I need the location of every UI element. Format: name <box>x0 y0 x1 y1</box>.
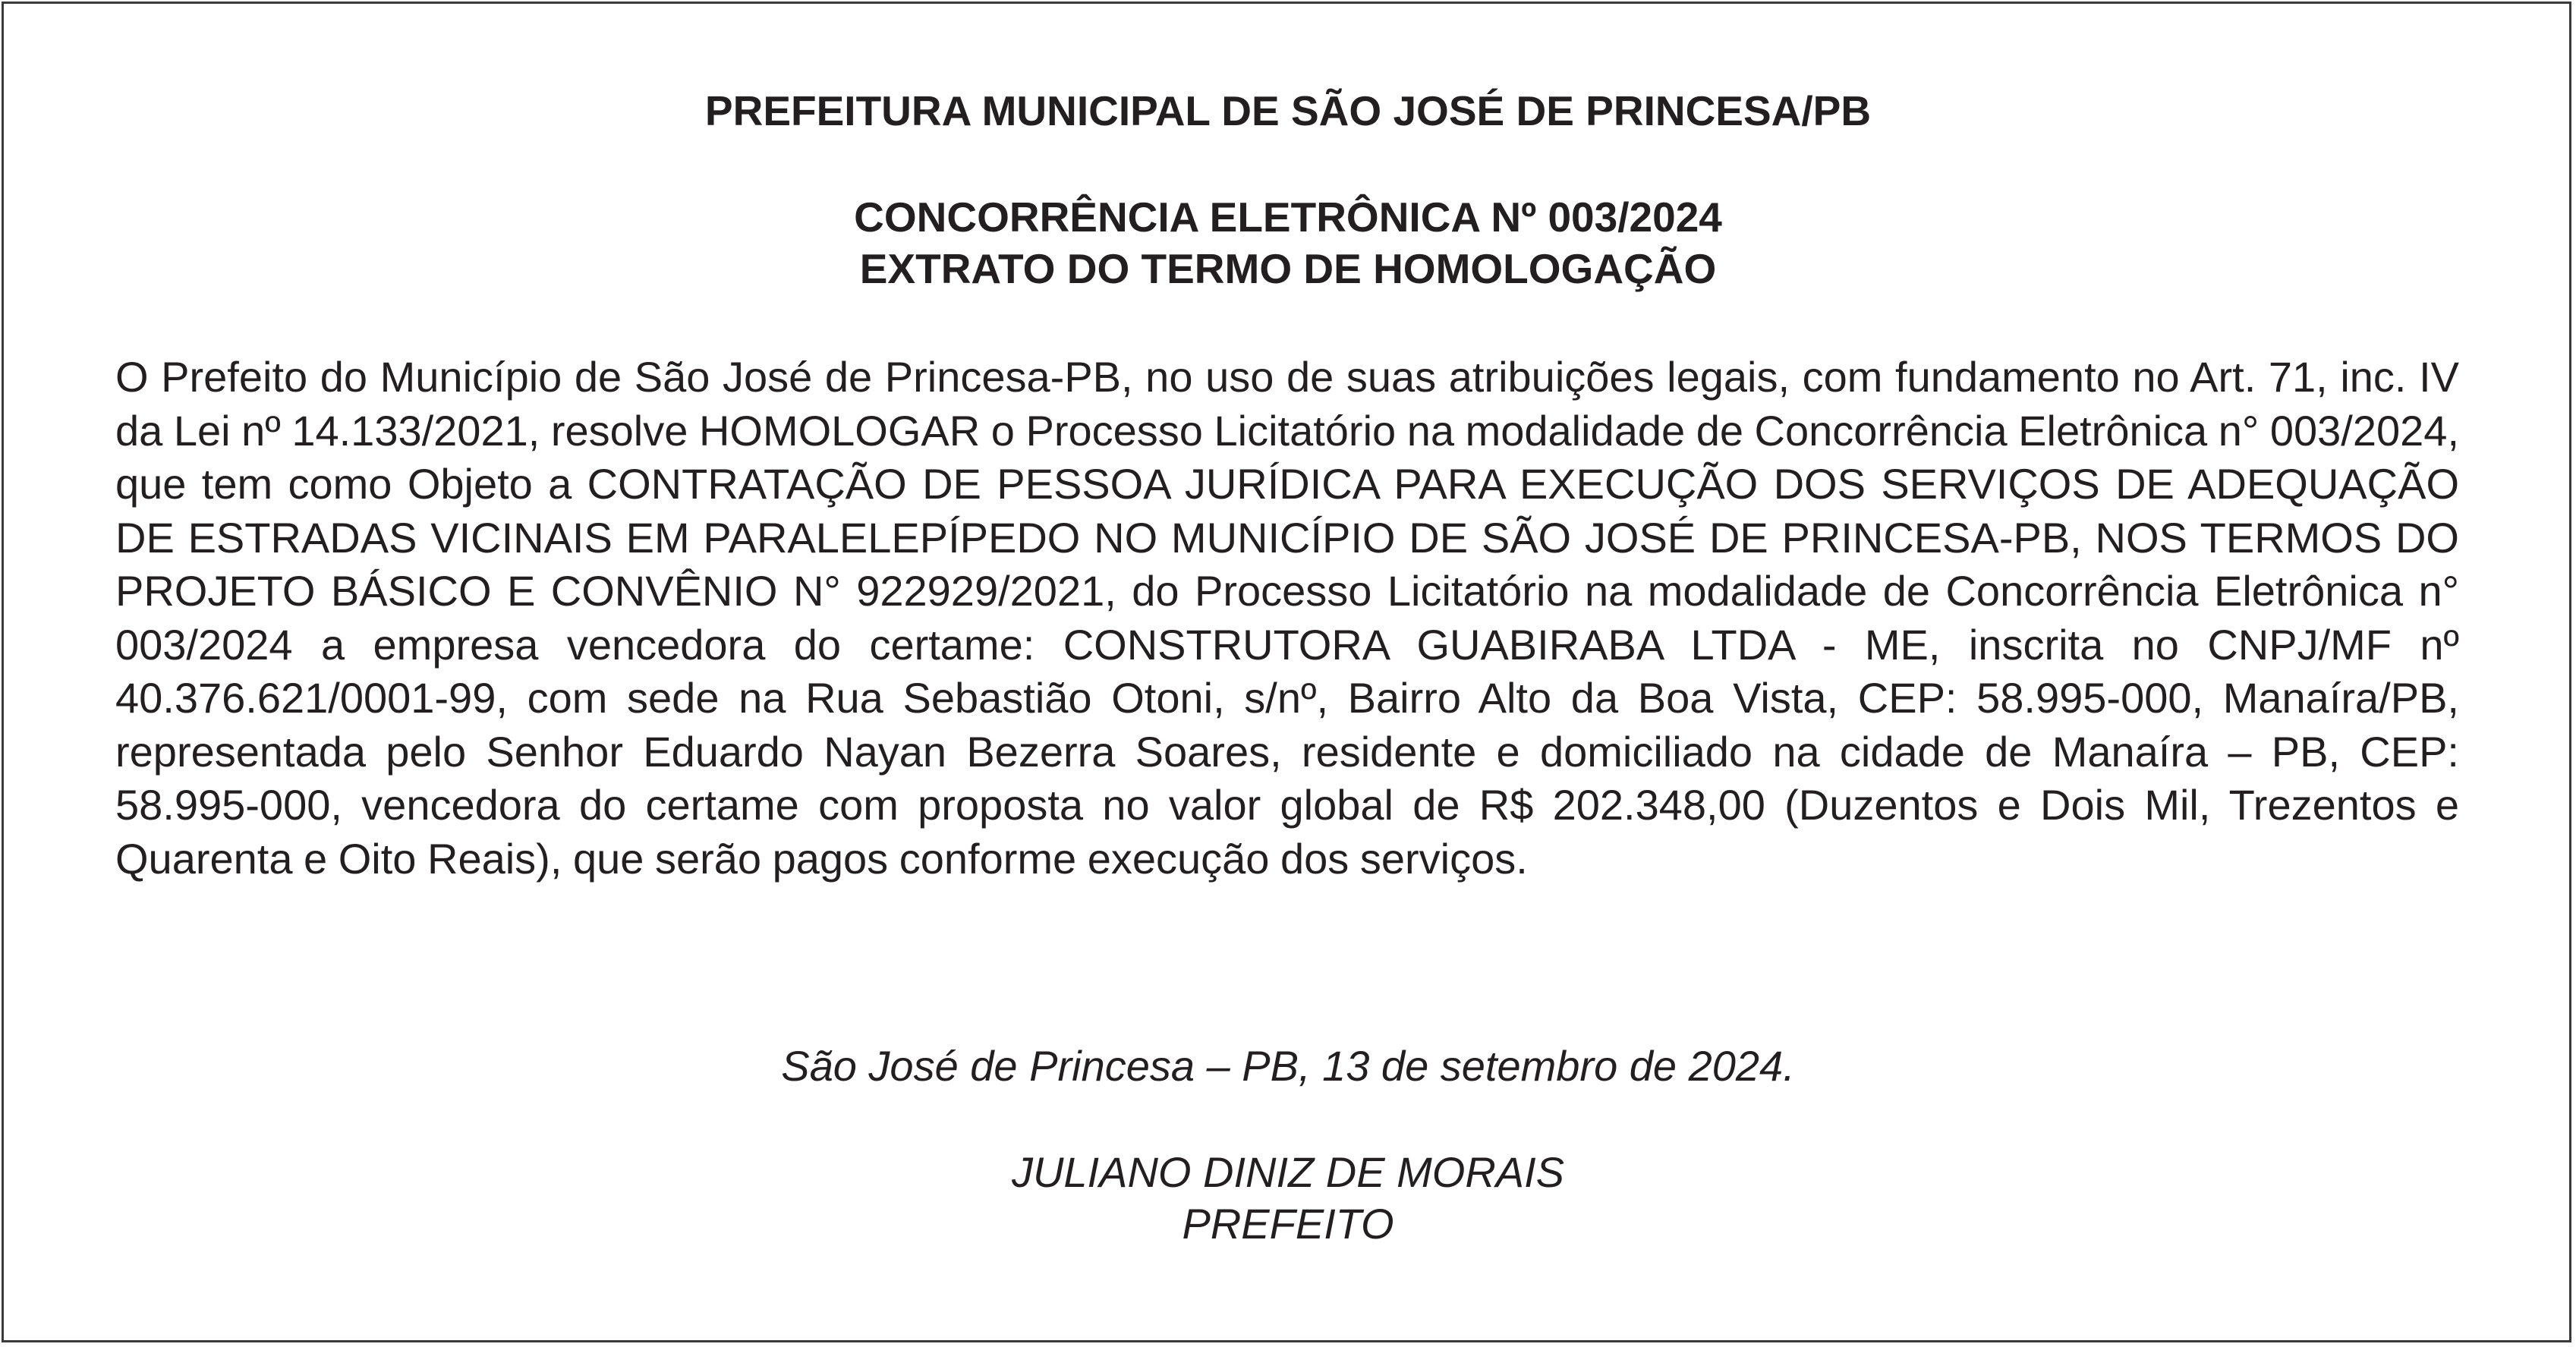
signer-name: JULIANO DINIZ DE MORAIS <box>1011 1148 1565 1196</box>
institution-title: PREFEITURA MUNICIPAL DE SÃO JOSÉ DE PRINCESA/PB <box>704 87 1872 134</box>
document-type-title: EXTRATO DO TERMO DE HOMOLOGAÇÃO <box>859 245 1717 292</box>
procurement-number: CONCORRÊNCIA ELETRÔNICA Nº 003/2024 <box>854 194 1722 241</box>
place-and-date: São José de Princesa – PB, 13 de setembro de 2024. <box>781 1042 1795 1090</box>
homologation-paragraph: O Prefeito do Município de São José de Princesa-PB, no uso de suas atribuições legais, com fundamento no Art. 71, inc. IV da Lei nº 14.133/2021, resolve HOMOLOGAR o Processo Licitatório na modalidade de Concorrência Eletrônica n° 003/2024, que tem como Objeto a CONTRATAÇÃO DE PESSOA JURÍDICA PARA EXECUÇÃO DOS SERVIÇOS DE ADEQUAÇÃO DE ESTRADAS VICINAIS EM PARALELEPÍPEDO NO MUNICÍPIO DE SÃO JOSÉ DE PRINCESA-PB, NOS TERMOS DO PROJETO BÁSICO E CONVÊNIO N° 922929/2021, do Processo Licitatório na modalidade de Concorrência Eletrônica n° 003/2024 a empresa vencedora do certame: CONSTRUTORA GUABIRABA LTDA - ME, inscrita no CNPJ/MF nº 40.376.621/0001-99, com sede na Rua Sebastião Otoni, s/nº, Bairro Alto da Boa Vista, CEP: 58.995-000, Manaíra/PB, representada pelo Senhor Eduardo Nayan Bezerra Soares, residente e domiciliado na cidade de Manaíra – PB, CEP: 58.995-000, vencedora do certame com proposta no valor global de R$ 202.348,00 (Duzentos e Dois Mil, Trezentos e Quarenta e Oito Reais), que serão pagos conforme execução dos serviços. <box>115 353 2459 883</box>
signer-title: PREFEITO <box>1182 1200 1394 1248</box>
